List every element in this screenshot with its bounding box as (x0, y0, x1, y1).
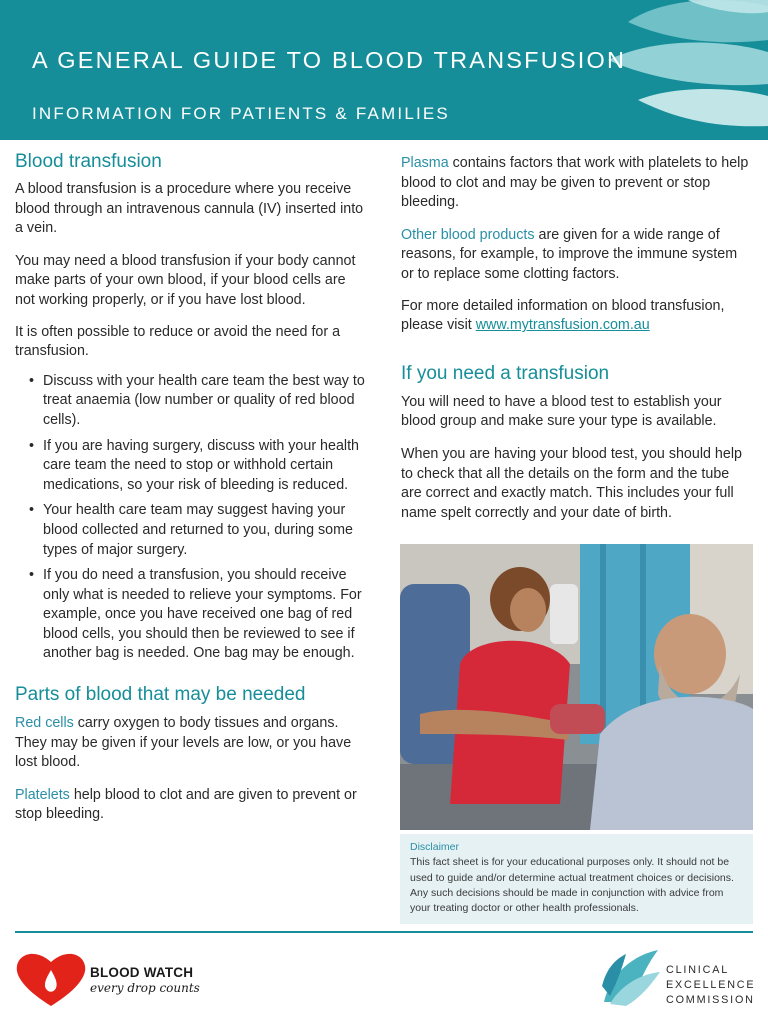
header-banner (0, 0, 768, 140)
disclaimer-title: Disclaimer (410, 841, 460, 853)
footer-divider (15, 931, 753, 933)
paragraph-red-cells: Red cells carry oxygen to body tissues and organs. They may be given if your levels are low, or you have lost blood. (15, 715, 352, 771)
paragraph-procedure: A blood transfusion is a procedure where you receive blood through an intravenous cannula (IV) inserted into a vein. (15, 181, 364, 237)
paragraph-other-products: Other blood products are given for a wide range of reasons, for example, to improve the immune system or to replace some clotting factors. (401, 226, 738, 282)
page-subtitle: INFORMATION FOR PATIENTS & FAMILIES (32, 104, 450, 123)
list-item: • Your health care team may suggest having your blood collected and returned to you, during some types of major surgery. (15, 501, 365, 560)
paragraph-check-details: When you are having your blood test, you should help to check that all the details on the form and the tube are correct and exactly match. This includes your full name spelt correctly and your date of birth. (401, 445, 742, 521)
paragraph-more-info: For more detailed information on blood transfusion, please visit www.mytransfusion.com.au (401, 297, 725, 334)
heading-if-you-need: If you need a transfusion (401, 362, 610, 384)
term-plasma: Plasma (401, 155, 449, 171)
list-item: • If you do need a transfusion, you should receive only what is needed to relieve your symptoms. For example, once you have received one bag of red blood cells, you should then be reviewed to see if another bag is needed. One bag may be enough. (15, 566, 365, 664)
website-link[interactable]: www.mytransfusion.com.au (475, 317, 650, 334)
left-column (15, 150, 365, 825)
blood-watch-name: BLOOD WATCH (90, 965, 194, 980)
blood-watch-heart-icon (15, 950, 87, 1010)
term-red-cells: Red cells (15, 715, 74, 732)
bullet-list (15, 372, 365, 664)
paragraph-need: You may need a blood transfusion if your body cannot make parts of your own blood, if your blood cells are not working properly, or if you have lost blood. (15, 252, 356, 308)
disclaimer-text: This fact sheet is for your educational purposes only. It should not be used to guide and/or determine actual treatment choices or decisions. Any such decisions should be made in conjunction with advice from your treating doctor or other health professionals. (410, 856, 734, 915)
page-title: A GENERAL GUIDE TO BLOOD TRANSFUSION (32, 47, 627, 73)
heading-blood-transfusion: Blood transfusion (15, 151, 162, 172)
paragraph-blood-test: You will need to have a blood test to establish your blood group and make sure your type is available. (401, 393, 722, 430)
cec-leaf-icon (600, 946, 662, 1008)
blood-watch-tagline: every drop counts (90, 981, 200, 995)
list-item: • Discuss with your health care team the best way to treat anaemia (low number or quality of red blood cells). (15, 372, 365, 431)
term-other-blood-products: Other blood products (401, 226, 535, 243)
disclaimer-box (400, 834, 753, 924)
nurse-patient-photo (400, 544, 753, 830)
term-platelets: Platelets (15, 786, 70, 803)
list-item: • If you are having surgery, discuss with your health care team the need to stop or withhold certain medications, so your risk of bleeding is reduced. (15, 437, 365, 496)
cec-name: CLINICAL EXCELLENCE COMMISSION (666, 964, 756, 1006)
heading-parts-of-blood: Parts of blood that may be needed (15, 684, 306, 706)
paragraph-platelets: Platelets help blood to clot and are given to prevent or stop bleeding. (15, 786, 357, 823)
paragraph-reduce: It is often possible to reduce or avoid the need for a transfusion. (15, 323, 341, 360)
right-column (401, 150, 753, 523)
paragraph-plasma: Plasma contains factors that work with platelets to help blood to clot and may be given to prevent or stop bleeding. (401, 155, 749, 211)
